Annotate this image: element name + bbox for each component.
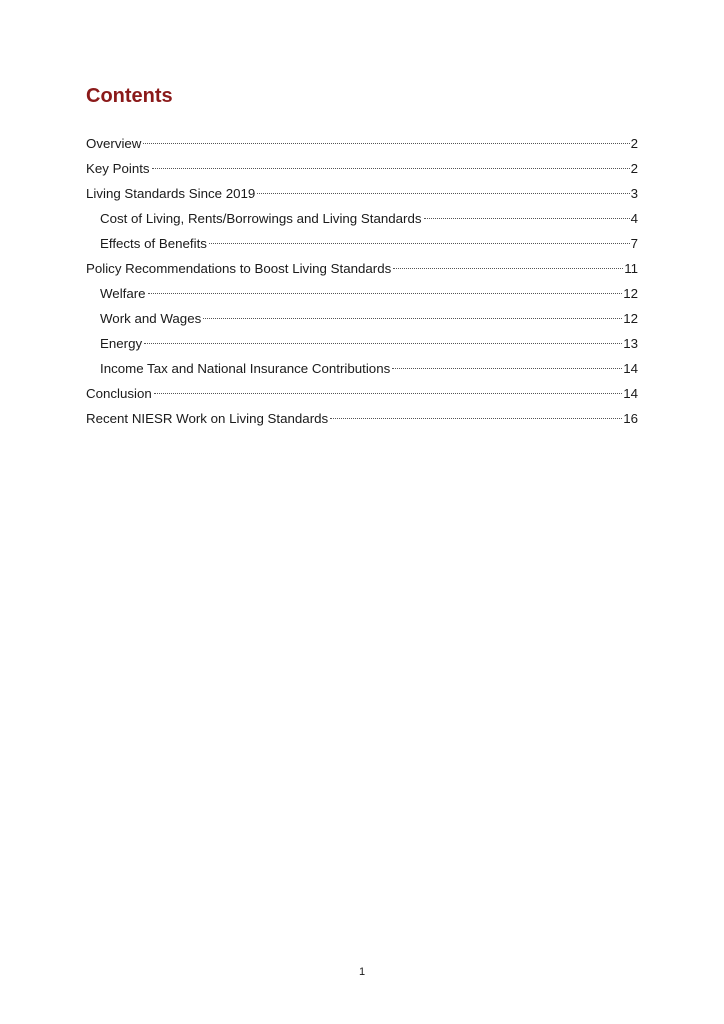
- toc-entry-welfare[interactable]: [86, 281, 638, 306]
- toc-entry-effects-of-benefits[interactable]: [86, 231, 638, 256]
- dot-leader: [143, 143, 629, 144]
- toc-entry-page: 7: [630, 236, 638, 251]
- toc-entry-page: 2: [630, 161, 638, 176]
- dot-leader: [392, 368, 622, 369]
- toc-entry-page: 16: [623, 411, 638, 426]
- toc-entry-label: Living Standards Since 2019: [86, 186, 256, 201]
- dot-leader: [393, 268, 623, 269]
- toc-entry-label: Effects of Benefits: [100, 236, 207, 251]
- dot-leader: [203, 318, 622, 319]
- toc-entry-page: 14: [623, 361, 638, 376]
- toc-entry-page: 3: [630, 186, 638, 201]
- toc-entry-label: Welfare: [100, 286, 146, 301]
- toc-entry-label: Income Tax and National Insurance Contributions: [100, 361, 391, 376]
- toc-entry-living-standards-since-2019[interactable]: [86, 181, 638, 206]
- toc-entry-energy[interactable]: [86, 331, 638, 356]
- toc-entry-label: Conclusion: [86, 386, 152, 401]
- dot-leader: [330, 418, 622, 419]
- dot-leader: [257, 193, 629, 194]
- toc-entry-page: 2: [630, 136, 638, 151]
- toc-entry-conclusion[interactable]: [86, 381, 638, 406]
- dot-leader: [424, 218, 630, 219]
- toc-entry-page: 12: [623, 311, 638, 326]
- dot-leader: [209, 243, 630, 244]
- contents-heading: Contents: [86, 85, 173, 107]
- toc-entry-label: Cost of Living, Rents/Borrowings and Living Standards: [100, 211, 422, 226]
- toc-entry-page: 12: [623, 286, 638, 301]
- toc-entry-label: Key Points: [86, 161, 150, 176]
- table-of-contents: [86, 131, 638, 431]
- toc-entry-label: Work and Wages: [100, 311, 202, 326]
- dot-leader: [148, 293, 623, 294]
- dot-leader: [154, 393, 622, 394]
- toc-entry-page: 11: [624, 261, 638, 276]
- page-number: 1: [358, 966, 366, 978]
- toc-entry-page: 13: [623, 336, 638, 351]
- toc-entry-overview[interactable]: [86, 131, 638, 156]
- toc-entry-work-and-wages[interactable]: [86, 306, 638, 331]
- toc-entry-page: 4: [630, 211, 638, 226]
- dot-leader: [152, 168, 630, 169]
- toc-entry-key-points[interactable]: [86, 156, 638, 181]
- toc-entry-income-tax-nics[interactable]: [86, 356, 638, 381]
- toc-entry-label: Recent NIESR Work on Living Standards: [86, 411, 329, 426]
- toc-entry-label: Overview: [86, 136, 142, 151]
- dot-leader: [144, 343, 622, 344]
- toc-entry-label: Policy Recommendations to Boost Living Standards: [86, 261, 392, 276]
- toc-entry-recent-niesr-work[interactable]: [86, 406, 638, 431]
- toc-entry-label: Energy: [100, 336, 143, 351]
- toc-entry-policy-recommendations[interactable]: [86, 256, 638, 281]
- toc-entry-cost-of-living[interactable]: [86, 206, 638, 231]
- toc-entry-page: 14: [623, 386, 638, 401]
